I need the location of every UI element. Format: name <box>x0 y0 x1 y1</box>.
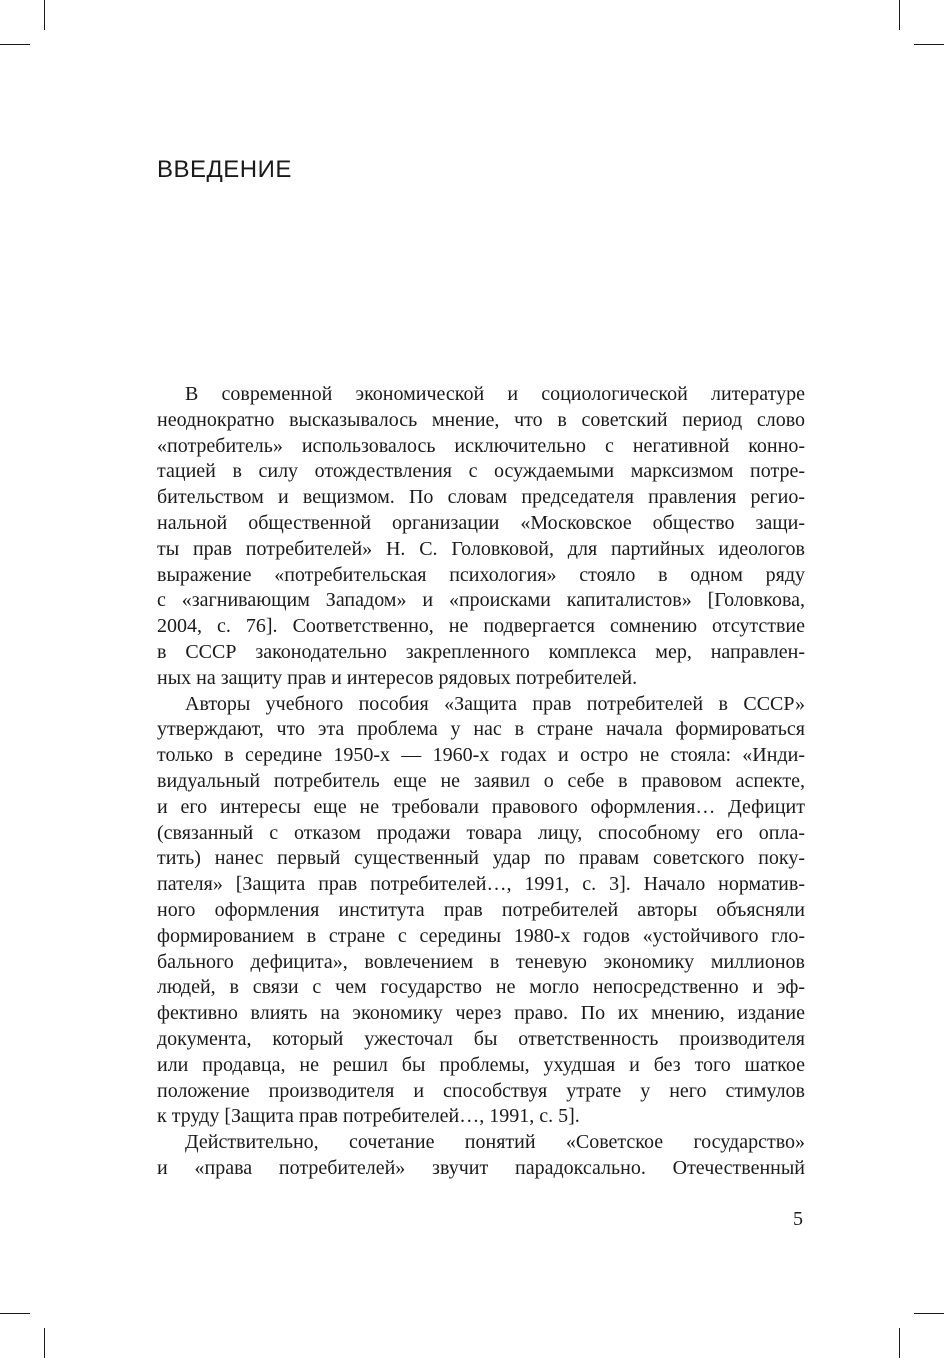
paragraph-line: пателя» [Защита прав потребителей…, 1991, с. 3]. Начало норматив- <box>157 873 805 896</box>
paragraph-line: и его интересы еще не требовали правового оформления… Дефицит <box>157 795 805 818</box>
paragraph-line: выражение «потребительская психология» стояло в одном ряду <box>157 563 805 586</box>
page-number: 5 <box>793 1208 803 1230</box>
paragraph-line: (связанный с отказом продажи товара лицу, способному его опла- <box>157 821 805 844</box>
paragraph-line: в СССР законодательно закрепленного комплекса мер, направлен- <box>157 640 805 663</box>
paragraph-line: «потребитель» использовалось исключительно с негативной конно- <box>157 434 805 457</box>
paragraph-line: видуальный потребитель еще не заявил о себе в правовом аспекте, <box>157 769 805 792</box>
crop-mark-bottom-right-v <box>899 1328 900 1358</box>
crop-mark-top-right-h <box>914 44 944 45</box>
paragraph-line: нальной общественной организации «Московское общество защи- <box>157 511 805 534</box>
paragraph <box>157 1130 805 1182</box>
paragraph-line: утверждают, что эта проблема у нас в стране начала формироваться <box>157 718 805 741</box>
crop-mark-top-left-h <box>0 44 30 45</box>
paragraph-line: фективно влиять на экономику через право. По их мнению, издание <box>157 1002 805 1025</box>
crop-mark-top-right-v <box>899 0 900 30</box>
paragraph-line: неоднократно высказывалось мнение, что в советский период слово <box>157 408 805 431</box>
paragraph-line: только в середине 1950-х — 1960-х годах и остро не стояла: «Инди- <box>157 744 805 767</box>
paragraph-line: ного оформления института прав потребителей авторы объясняли <box>157 898 805 921</box>
paragraph-line: бительством и вещизмом. По словам председателя правления регио- <box>157 486 805 509</box>
crop-mark-top-left-v <box>44 0 45 30</box>
paragraph-line: или продавца, не решил бы проблемы, ухудшая и без того шаткое <box>157 1053 805 1076</box>
paragraph-line: людей, в связи с чем государство не могло непосредственно и эф- <box>157 976 805 999</box>
paragraph-line: с «загнивающим Западом» и «происками капиталистов» [Головкова, <box>157 589 805 612</box>
paragraph-line: к труду [Защита прав потребителей…, 1991, с. 5]. <box>157 1105 580 1128</box>
paragraph <box>157 382 805 692</box>
paragraph-line: ты прав потребителей» Н. С. Головковой, для партийных идеологов <box>157 537 805 560</box>
paragraph <box>157 692 805 1131</box>
paragraph-line: 2004, с. 76]. Соответственно, не подвергается сомнению отсутствие <box>157 615 805 638</box>
paragraph-line: формированием в стране с середины 1980-х годов «устойчивого гло- <box>157 924 805 947</box>
body-text <box>157 382 805 1182</box>
chapter-heading: ВВЕДЕНИЕ <box>157 156 292 183</box>
crop-mark-bottom-right-h <box>914 1313 944 1314</box>
paragraph-line: бального дефицита», вовлечением в теневую экономику миллионов <box>157 950 805 973</box>
paragraph-line: В современной экономической и социологической литературе <box>185 383 805 405</box>
paragraph-line: ных на защиту прав и интересов рядовых потребителей. <box>157 666 638 689</box>
crop-mark-bottom-left-h <box>0 1313 30 1314</box>
paragraph-line: тацией в силу отождествления с осуждаемыми марксизмом потре- <box>157 460 805 483</box>
paragraph-line: и «права потребителей» звучит парадоксально. Отечественный <box>157 1156 805 1179</box>
paragraph-line: документа, который ужесточал бы ответственность производителя <box>157 1027 805 1050</box>
paragraph-line: Действительно, сочетание понятий «Советское государство» <box>185 1131 805 1154</box>
crop-mark-bottom-left-v <box>44 1328 45 1358</box>
paragraph-line: положение производителя и способствуя утрате у него стимулов <box>157 1079 805 1102</box>
paragraph-line: Авторы учебного пособия «Защита прав потребителей в СССР» <box>185 692 805 715</box>
paragraph-line: тить) нанес первый существенный удар по правам советского поку- <box>157 847 805 870</box>
